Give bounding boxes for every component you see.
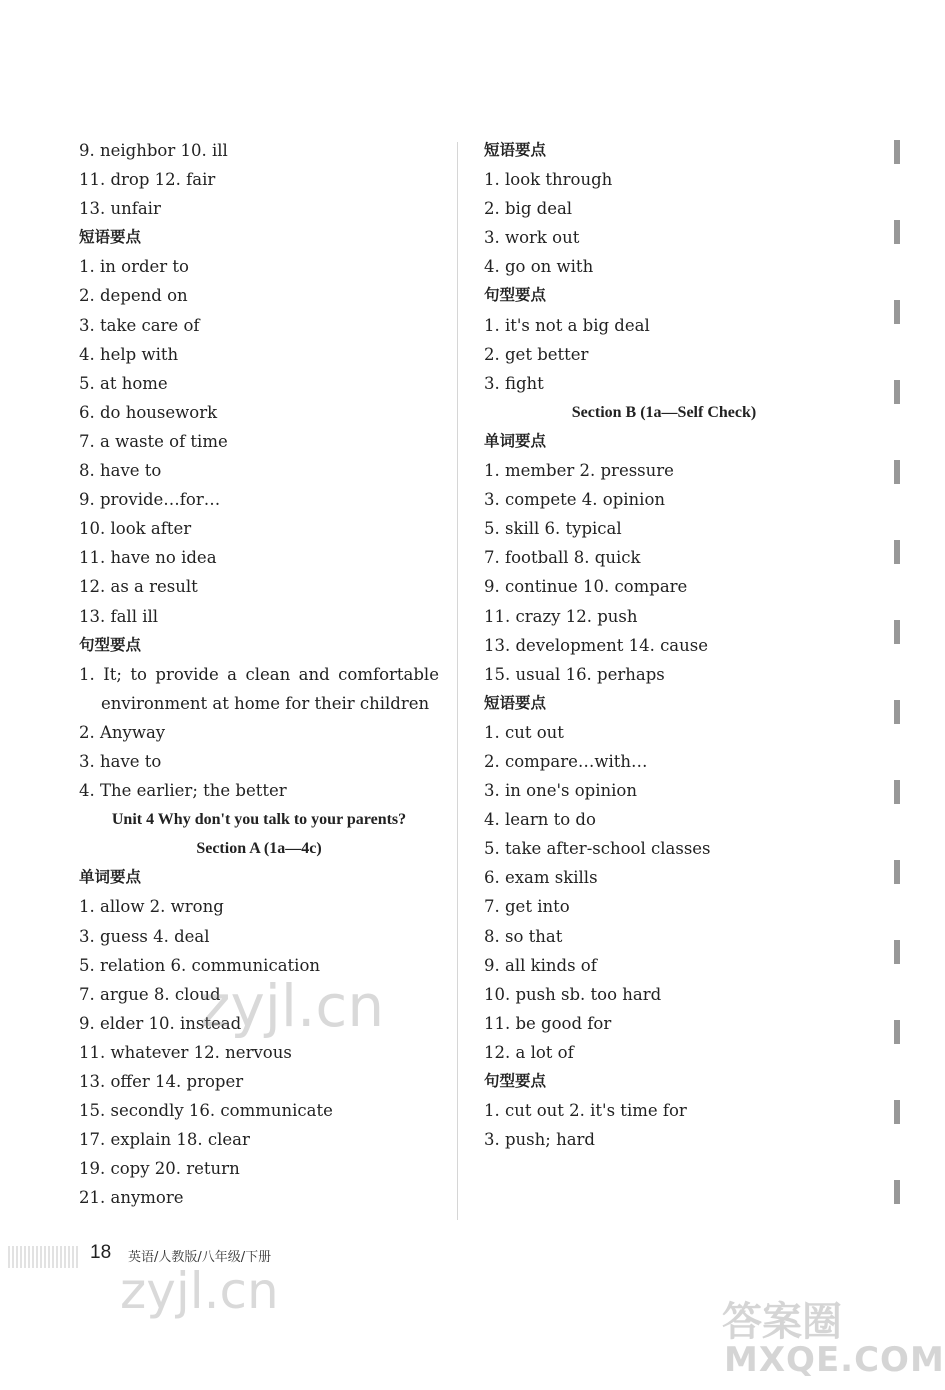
answer-line: 7. get into [484,897,570,917]
answer-line: 3. push; hard [484,1130,595,1150]
section-heading: 句型要点 [484,1072,547,1090]
answer-word: comfortable [338,664,439,684]
answer-word: It; [103,664,122,684]
answer-line: 9. continue 10. compare [484,577,688,597]
answer-line: 5. skill 6. typical [484,519,622,539]
answer-line: 11. crazy 12. push [484,606,638,626]
answer-word: and [298,664,330,684]
answer-line: 1. allow 2. wrong [79,897,224,917]
section-heading: 短语要点 [484,693,547,712]
answer-line: 5. at home [79,373,168,393]
answer-line: 6. exam skills [484,868,598,888]
answer-line: 13. development 14. cause [484,635,709,655]
answer-line: 5. relation 6. communication [79,955,320,975]
answer-word: provide [155,664,219,684]
answer-line: 4. help with [79,344,179,364]
answer-word: a [227,664,238,684]
answer-line: 9. elder 10. instead [79,1013,242,1033]
section-heading: 句型要点 [484,286,547,305]
answer-line: 13. offer 14. proper [79,1072,244,1091]
answer-line: 12. as a result [79,577,198,597]
answer-line: 11. drop 12. fair [79,170,216,190]
answer-line: 11. whatever 12. nervous [79,1042,292,1062]
answer-line: 10. push sb. too hard [484,984,662,1004]
book-info: 英语/人教版/八年级/下册 [128,1250,272,1265]
column-divider [457,142,458,1220]
scan-edge-marks [894,140,900,1240]
answer-line: 13. fall ill [79,606,159,626]
answer-line: 4. The earlier; the better [79,781,287,801]
answer-line: 1. member 2. pressure [484,461,674,481]
answer-line: 11. be good for [484,1013,612,1033]
answer-line: 12. a lot of [484,1042,574,1062]
answer-line: 1. look through [484,170,613,190]
answer-line: 19. copy 20. return [79,1159,240,1179]
page-footer [0,1242,900,1272]
section-heading: 短语要点 [484,141,547,159]
answer-line: 1. in order to [79,257,189,277]
unit-section-title: Section A (1a—4c) [196,840,322,858]
answer-line: 6. do housework [79,402,218,422]
answer-line: 3. in one's opinion [484,781,637,801]
answer-line: 2. Anyway [79,722,166,742]
unit-section-title: Section B (1a—Self Check) [571,403,757,421]
answer-line: 5. take after-school classes [484,839,711,859]
section-heading: 句型要点 [79,635,142,654]
answer-line: 3. compete 4. opinion [484,490,666,510]
watermark-mid: zyjl.cn [200,972,385,1040]
answer-line: 7. football 8. quick [484,548,641,568]
answer-line: 11. have no idea [79,548,217,568]
answer-line: 15. usual 16. perhaps [484,664,665,684]
answer-line: 2. big deal [484,199,573,219]
answer-line: 8. have to [79,461,162,481]
answer-line: 7. argue 8. cloud [79,984,221,1004]
answer-line: 10. look after [79,519,192,539]
footer-decoration [8,1246,78,1268]
answer-line: 7. a waste of time [79,431,228,451]
answer-line-continued: environment at home for their children [101,693,430,713]
answer-line: 3. take care of [79,315,200,335]
watermark-logo-cn: 答案圈 [722,1299,842,1345]
answer-line: 1. cut out [484,722,564,742]
answer-line: 9. neighbor 10. ill [79,141,228,160]
answer-word: clean [245,664,291,684]
answer-line: 8. so that [484,926,563,946]
section-heading: 单词要点 [484,431,547,450]
section-heading: 短语要点 [79,228,142,247]
answer-line: 3. work out [484,228,580,248]
answer-line: 3. guess 4. deal [79,926,210,946]
answer-line: 15. secondly 16. communicate [79,1101,333,1121]
answer-line: 4. learn to do [484,810,596,830]
watermark-logo-en: MXQE.COM [724,1340,945,1380]
answer-line: 13. unfair [79,199,161,219]
watermark-bottom: zyjl.cn [120,1262,279,1320]
answer-line [79,660,439,689]
section-heading: 单词要点 [79,868,142,887]
answer-line: 9. all kinds of [484,955,597,975]
answer-line: 1. cut out 2. it's time for [484,1101,687,1121]
answer-word: to [130,664,147,684]
answer-line: 4. go on with [484,257,594,277]
answer-line: 1. it's not a big deal [484,315,650,335]
answer-line: 9. provide…for… [79,490,221,510]
answer-word: 1. [79,664,95,684]
left-column [79,136,439,1212]
answer-line: 2. depend on [79,286,188,306]
answer-line: 3. have to [79,751,162,771]
answer-line: 2. get better [484,344,589,364]
unit-section-title: Unit 4 Why don't you talk to your parents? [111,811,407,829]
answer-line: 21. anymore [79,1188,184,1208]
page-number: 18 [90,1242,112,1263]
answer-line: 2. compare…with… [484,751,648,771]
right-column [484,136,844,1154]
answer-line: 3. fight [484,373,544,393]
answer-line: 17. explain 18. clear [79,1130,250,1150]
